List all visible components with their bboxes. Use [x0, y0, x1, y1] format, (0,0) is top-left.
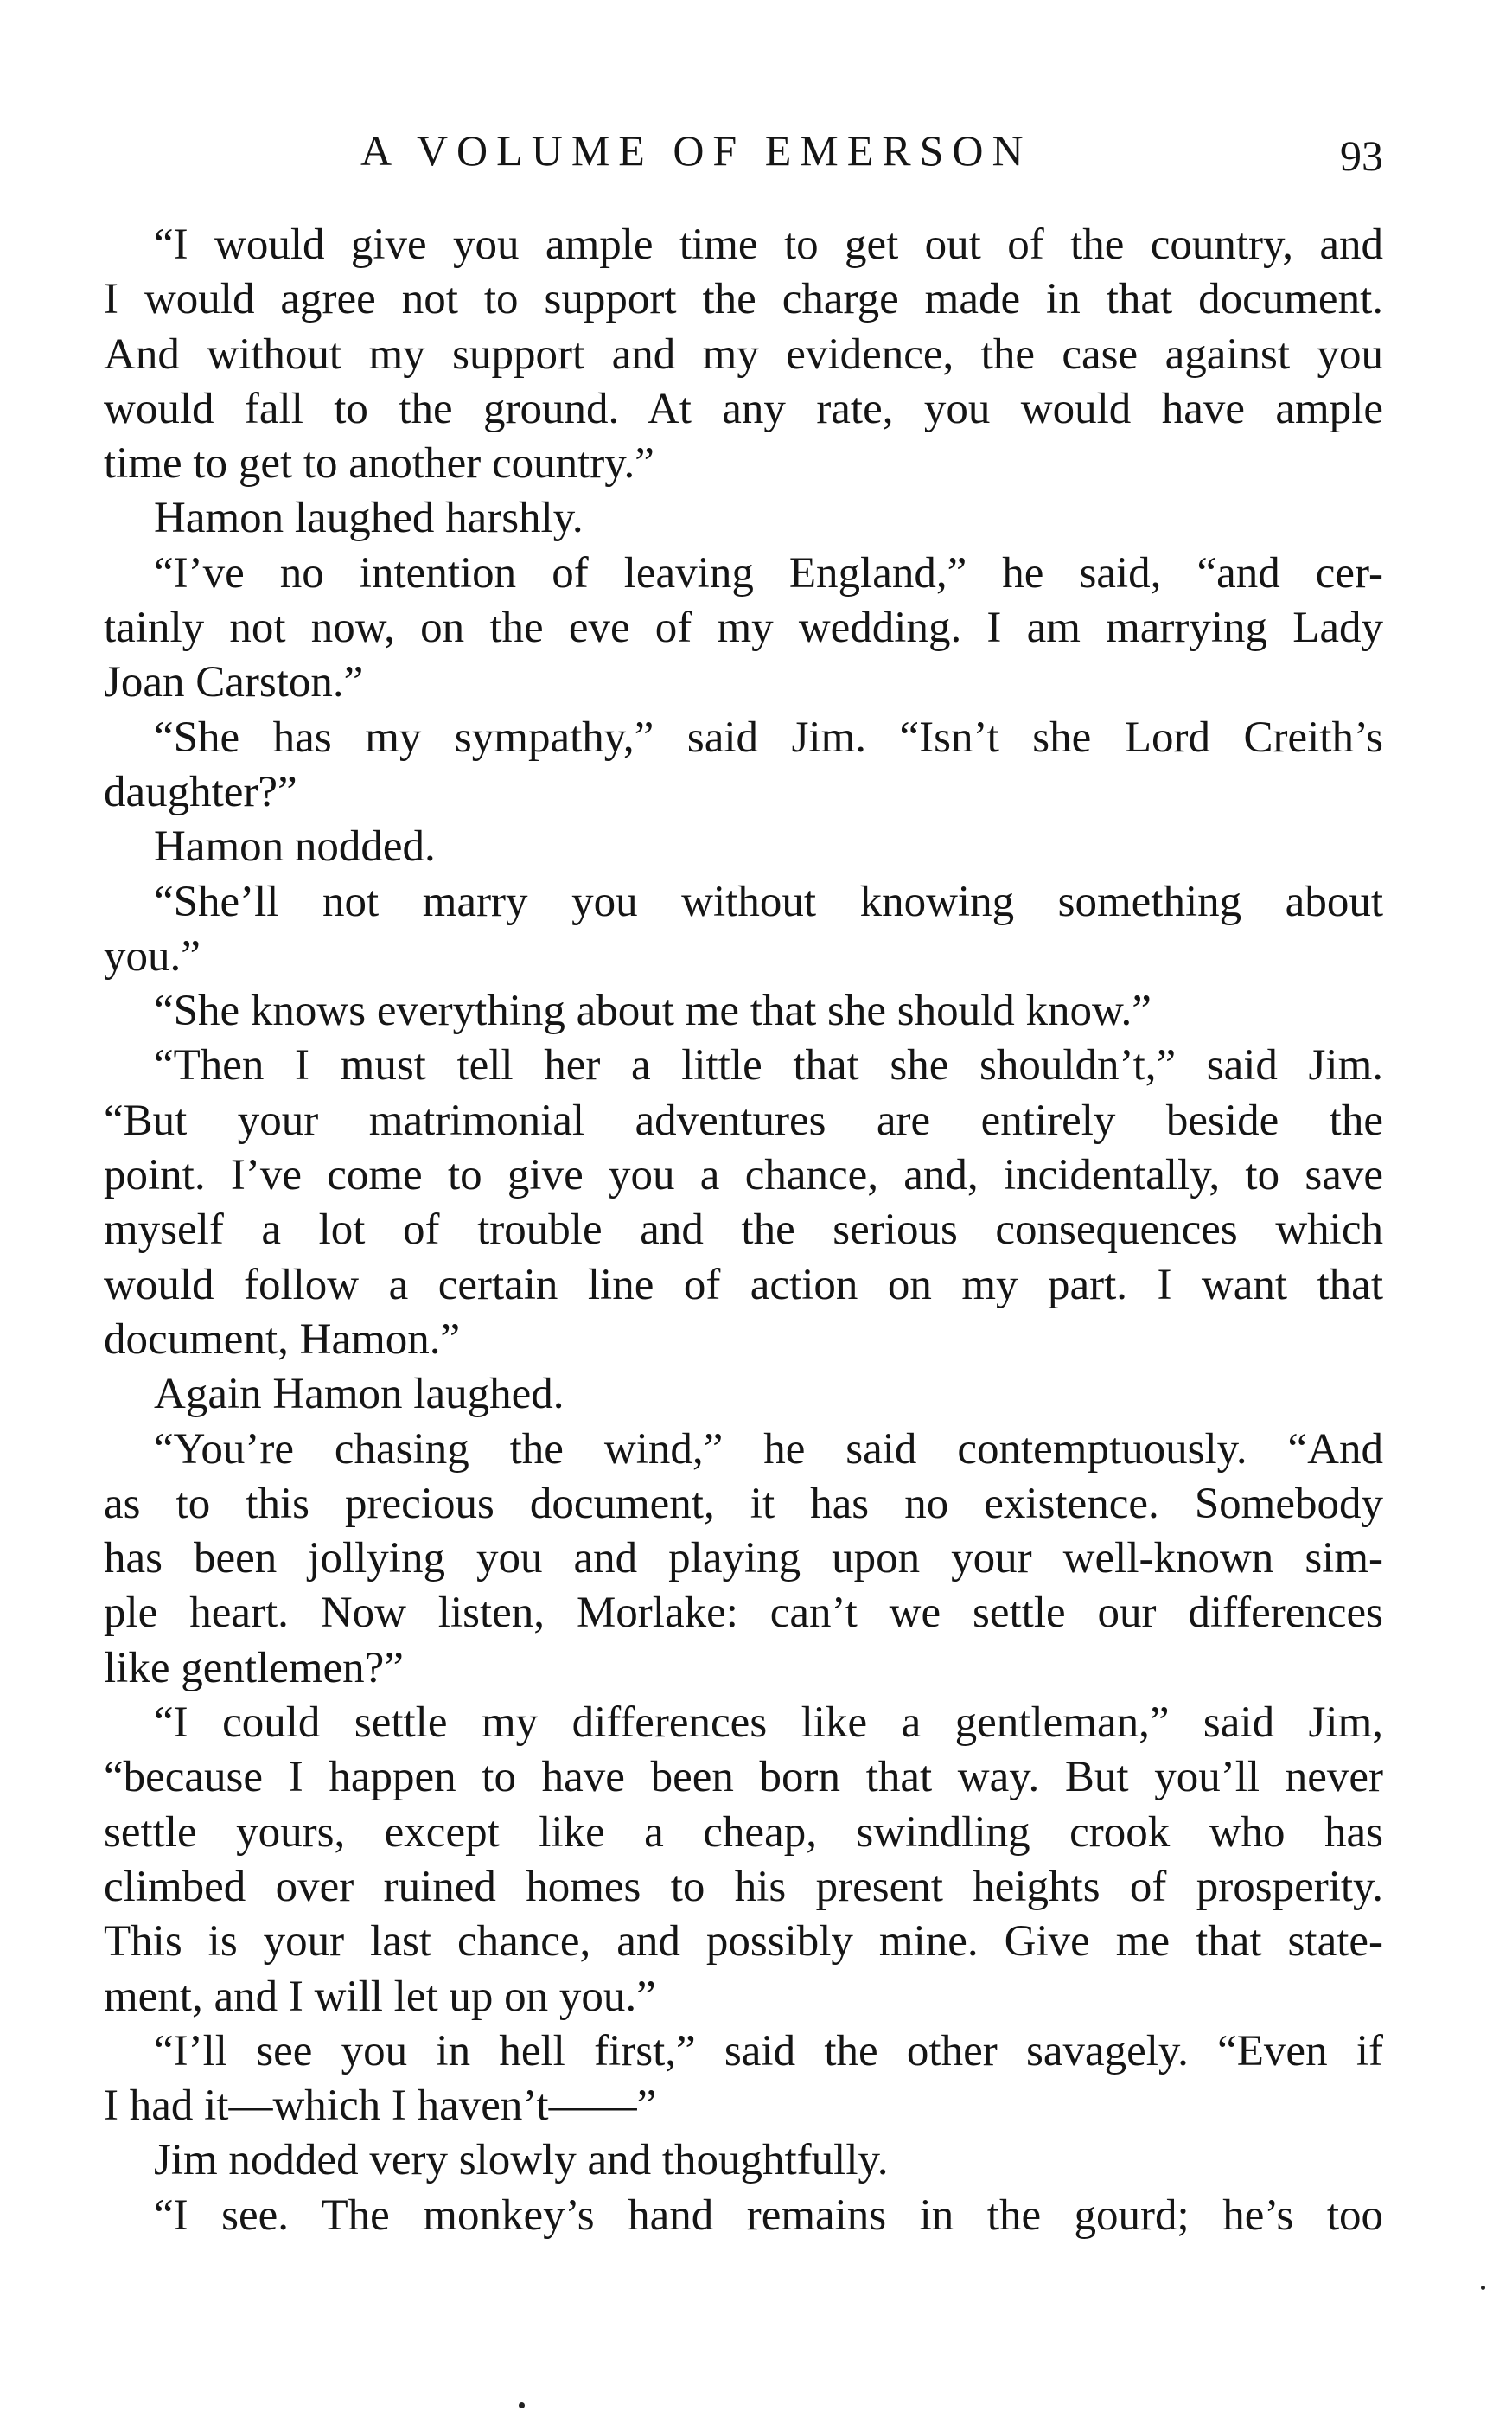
- text-line: ple heart. Now listen, Morlake: can’t we settle our differences: [104, 1589, 1383, 1638]
- text-line: Hamon nodded.: [154, 822, 436, 872]
- text-line: daughter?”: [104, 767, 297, 816]
- text-line: you.”: [104, 931, 201, 981]
- text-line: “I’ve no intention of leaving England,” he said, “and cer-: [154, 548, 1383, 598]
- text-line: myself a lot of trouble and the serious consequences which: [104, 1205, 1383, 1255]
- body-text: [104, 218, 1383, 2243]
- text-line: “because I happen to have been born that way. But you’ll never: [104, 1753, 1383, 1802]
- page-number: 93: [1340, 131, 1383, 180]
- text-line: “I’ll see you in hell first,” said the other savagely. “Even if: [154, 2026, 1383, 2075]
- text-line: “I see. The monkey’s hand remains in the gourd; he’s too: [154, 2190, 1383, 2240]
- text-line: has been jollying you and playing upon your well-known sim-: [104, 1534, 1383, 1583]
- text-line: I had it—which I haven’t——”: [104, 2081, 657, 2131]
- text-line: And without my support and my evidence, the case against you: [104, 329, 1383, 379]
- text-line: Hamon laughed harshly.: [154, 494, 584, 543]
- page-header: [104, 125, 1383, 186]
- text-line: document, Hamon.”: [104, 1314, 461, 1364]
- text-line: Again Hamon laughed.: [154, 1370, 565, 1419]
- text-line: settle yours, except like a cheap, swindling crook who has: [104, 1807, 1383, 1857]
- text-line: Jim nodded very slowly and thoughtfully.: [154, 2136, 889, 2185]
- text-line: as to this precious document, it has no existence. Somebody: [104, 1479, 1383, 1528]
- text-line: would fall to the ground. At any rate, you would have ample: [104, 384, 1383, 433]
- text-line: “She knows everything about me that she should know.”: [154, 987, 1152, 1036]
- text-line: like gentlemen?”: [104, 1643, 404, 1692]
- text-line: “I could settle my differences like a gentleman,” said Jim,: [154, 1698, 1383, 1748]
- ink-speck: [1481, 2286, 1485, 2290]
- running-title: A VOLUME OF EMERSON: [360, 126, 1032, 175]
- text-line: climbed over ruined homes to his present heights of prosperity.: [104, 1862, 1383, 1911]
- text-line: would follow a certain line of action on my part. I want that: [104, 1260, 1383, 1309]
- text-line: “Then I must tell her a little that she shouldn’t,” said Jim.: [154, 1041, 1383, 1090]
- text-line: This is your last chance, and possibly mine. Give me that state-: [104, 1917, 1383, 1966]
- text-line: I would agree not to support the charge made in that document.: [104, 275, 1383, 324]
- text-line: “You’re chasing the wind,” he said contemptuously. “And: [154, 1424, 1383, 1474]
- text-line: “She’ll not marry you without knowing something about: [154, 877, 1383, 926]
- text-line: Joan Carston.”: [104, 658, 364, 707]
- text-line: point. I’ve come to give you a chance, and, incidentally, to save: [104, 1151, 1383, 1200]
- text-line: “But your matrimonial adventures are entirely beside the: [104, 1096, 1383, 1145]
- text-line: ment, and I will let up on you.”: [104, 1972, 656, 2021]
- text-line: “She has my sympathy,” said Jim. “Isn’t she Lord Creith’s: [154, 713, 1383, 762]
- text-line: time to get to another country.”: [104, 439, 654, 489]
- ink-speck: [519, 2402, 525, 2408]
- text-line: tainly not now, on the eve of my wedding. I am marrying Lady: [104, 604, 1383, 653]
- text-line: “I would give you ample time to get out of the country, and: [154, 221, 1383, 269]
